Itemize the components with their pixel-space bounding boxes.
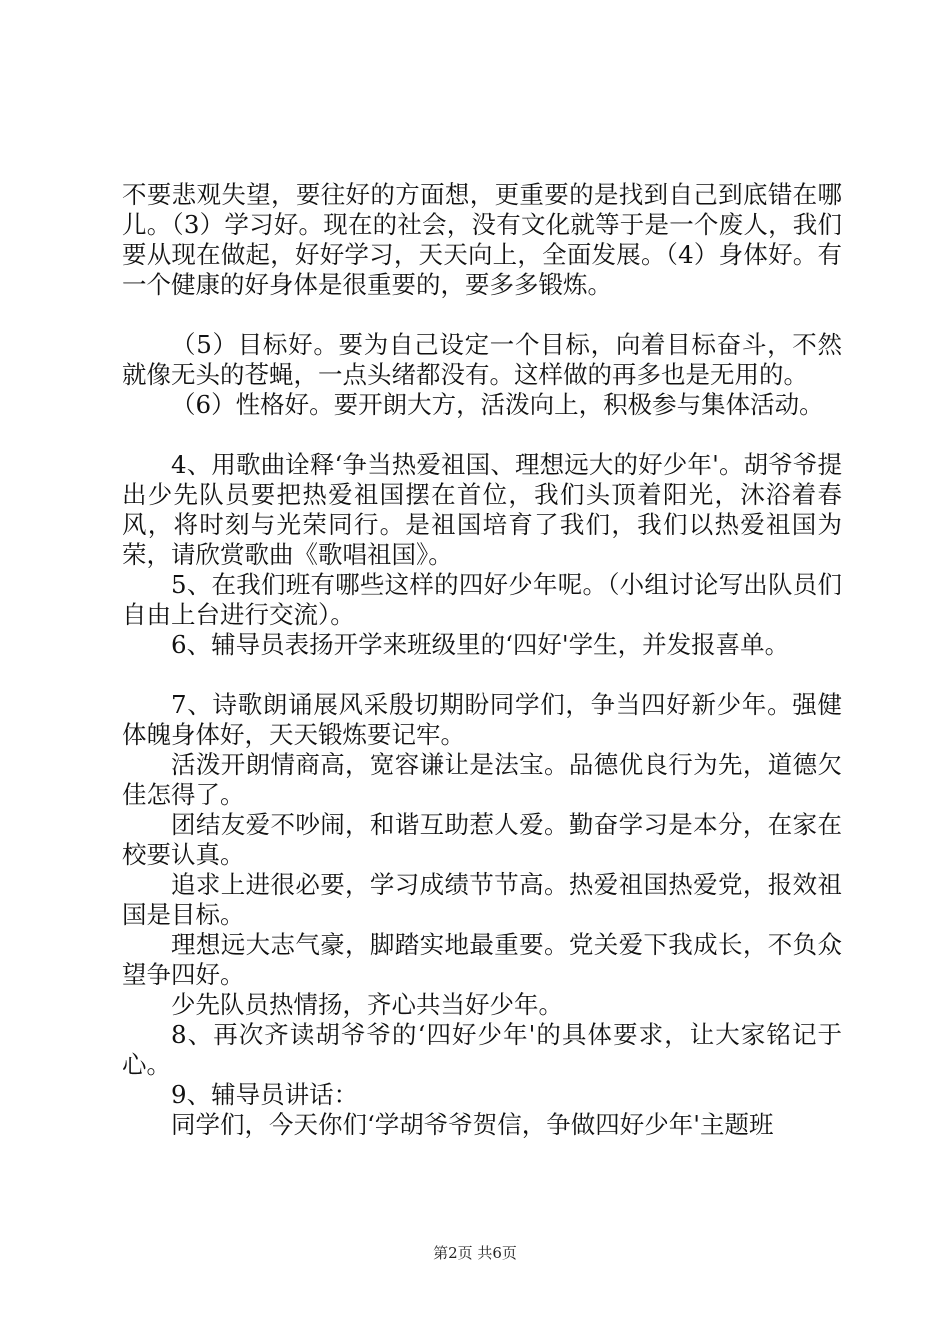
paragraph-character: （6）性格好。要开朗大方，活泼向上，积极参与集体活动。 (171, 390, 824, 419)
document-body (122, 180, 842, 1140)
poem-line: 活泼开朗情商高，宽容谦让是法宝。品德优良行为先，道德欠佳怎得了。 (122, 750, 842, 809)
paragraph-item-7: 7、诗歌朗诵展风采殷切期盼同学们，争当四好新少年。强健体魄身体好，天天锻炼要记牢。 (122, 690, 842, 749)
paragraph-speech: 同学们，今天你们‘学胡爷爷贺信，争做四好少年'主题班 (171, 1110, 774, 1139)
page-number: 第2页 共6页 (433, 1244, 517, 1262)
poem-line: 追求上进很必要，学习成绩节节高。热爱祖国热爱党，报效祖国是目标。 (122, 870, 842, 929)
poem-line: 理想远大志气豪，脚踏实地最重要。党关爱下我成长，不负众望争四好。 (122, 930, 842, 989)
poem-line: 少先队员热情扬，齐心共当好少年。 (171, 990, 563, 1019)
paragraph-goal: （5）目标好。要为自己设定一个目标，向着目标奋斗，不然就像无头的苍蝇，一点头绪都没有。这样做的再多也是无用的。 (122, 330, 842, 389)
poem-line: 团结友爱不吵闹，和谐互助惹人爱。勤奋学习是本分，在家在校要认真。 (122, 810, 842, 869)
paragraph-item-9: 9、辅导员讲话： (171, 1080, 359, 1109)
paragraph-item-4: 4、用歌曲诠释‘争当热爱祖国、理想远大的好少年'。胡爷爷提出少先队员要把热爱祖国摆在首位，我们头顶着阳光，沐浴着春风，将时刻与光荣同行。是祖国培育了我们，我们以热爱祖国为荣，请欣赏歌曲《歌唱祖国》。 (122, 450, 842, 569)
paragraph-item-6: 6、辅导员表扬开学来班级里的‘四好'学生，并发报喜单。 (171, 630, 790, 659)
paragraph-continued: 不要悲观失望，要往好的方面想，更重要的是找到自己到底错在哪儿。（3）学习好。现在的社会，没有文化就等于是一个废人，我们要从现在做起，好好学习，天天向上，全面发展。（4）身体好。有一个健康的好身体是很重要的，要多多锻炼。 (122, 180, 842, 299)
paragraph-item-8: 8、再次齐读胡爷爷的‘四好少年'的具体要求，让大家铭记于心。 (122, 1020, 842, 1079)
paragraph-item-5: 5、在我们班有哪些这样的四好少年呢。（小组讨论写出队员们自由上台进行交流）。 (122, 570, 842, 629)
